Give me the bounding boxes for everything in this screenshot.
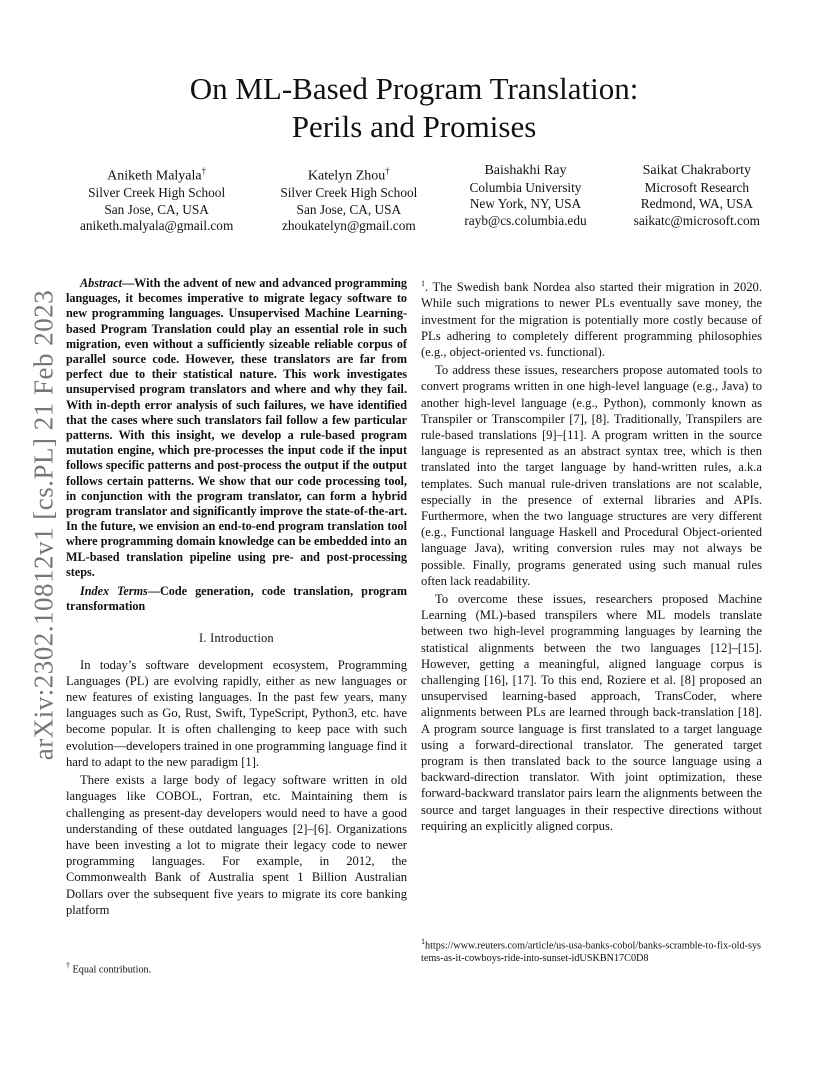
- body-paragraph: To overcome these issues, researchers proposed Machine Learning (ML)-based transpilers where ML models translate between two high-level programming languages by learning the statistical alignments between the two languages [12]–[15]. However, getting a meaningful, aligned language corpus is challenging [16], [17]. To this end, Roziere et al. [8] proposed an unsupervised learning-based approach, TransCoder, where alignments between PLs are learned through back-translation [18]. A program source language is first translated to a target language using a forward-directional translator. The generated target program is then translated back to the source language using a backward-direction translator. With joint optimization, these forward-backward translator pairs learn the alignments between the source and target languages in their respective directions without requiring an explicitly aligned corpus.: [421, 592, 762, 833]
- title-line-2: Perils and Promises: [291, 109, 537, 144]
- author-block: [280, 163, 417, 235]
- footnote-link[interactable]: https://www.reuters.com/article/us-usa-banks-cobol/banks-scramble-to-fix-old-systems-as-it-cowboys-ride-into-sunset-idUSKBN17C0D8: [421, 940, 762, 964]
- author-affiliation: Microsoft Research: [644, 179, 750, 195]
- author-location: San Jose, CA, USA: [296, 201, 402, 217]
- equal-contribution-mark: †: [201, 166, 207, 176]
- arxiv-identifier: [24, 290, 64, 760]
- footnote-mark: †: [66, 961, 70, 970]
- index-terms-label: Index Terms: [80, 584, 148, 599]
- title-line-1: On ML-Based Program Translation:: [189, 71, 639, 106]
- footnote-equal-contribution: [66, 960, 396, 977]
- author-location: New York, NY, USA: [469, 196, 582, 211]
- left-column: [66, 276, 407, 920]
- continuation-text: . The Swedish bank Nordea also started their migration in 2020. While such migrations to newer PLs eventually save money, the investment for the migration is potentially more costly because of PLs adhering to completely different programming philosophies (e.g., object-oriented vs. functional).: [421, 280, 762, 359]
- author-email: saikatc@microsoft.com: [633, 212, 760, 228]
- author-block: [80, 163, 233, 235]
- author-affiliation: Columbia University: [469, 179, 582, 195]
- abstract-label: Abstract: [80, 276, 122, 290]
- body-paragraph: In today’s software development ecosystem, Programming Languages (PL) are evolving rapidly, either as new languages or new features of existing languages. In the past few years, many languages such as Go, Rust, Swift, TypeScript, Python3, etc. have become popular. It is often challenging to keep pace with such evolution—developers trained in one programming language find it hard to adapt to the new paradigm [1].: [66, 657, 407, 769]
- footnote-url: [421, 936, 762, 965]
- equal-contribution-mark: †: [385, 166, 390, 176]
- body-paragraph-continuation: [421, 276, 762, 360]
- author-name: Saikat Chakraborty: [642, 163, 752, 178]
- abstract-text: —With the advent of new and advanced programming languages, it becomes imperative to migrate legacy software to new programming languages. Unsupervised Machine Learning-based Program Translation could play an essential role in such migration, even without a sufficiently sizeable reliable corpus of parallel source code. However, these translators are far from perfect due to their statistical nature. This work investigates unsupervised program translators and where and why they fail. With in-depth error analysis of such failures, we have identified that the cases where such translators fail follow a few particular patterns. With this insight, we develop a rule-based program mutation engine, which pre-processes the input code if the input follows specific patterns and post-process the output if the output follows certain patterns. We show that our code processing tool, in conjunction with the program translator, can form a hybrid program translator and significantly improve the state-of-the-art. In the future, we envision an end-to-end program translation tool where programming domain knowledge can be embedded into an ML-based translation pipeline using pre- and post-processing steps.: [66, 276, 407, 579]
- author-name: Katelyn Zhou: [307, 168, 386, 184]
- author-name: Aniketh Malyala: [107, 168, 202, 184]
- body-paragraph: To address these issues, researchers propose automated tools to convert programs written in one high-level language (e.g., Java) to another high-level language (e.g., Python), commonly known as Transpiler or Transcompiler [7], [8]. Traditionally, Transpilers are rule-based translations [9]–[11]. A program written in the source language is represented as an abstract syntax tree, which is then translated into the target language by hand-written rules, a.k.a templates. Such manual rule-driven translations are not scalable, especially in the presence of external libraries and APIs. Furthermore, when the two language structures are very different (e.g., Functional language Haskell and Procedural Object-oriented language Java), writing conversion rules may not always be possible. Finally, programs generated using such manual rules often lack readability.: [421, 363, 762, 588]
- right-column: [421, 276, 762, 836]
- footnote-text: Equal contribution.: [70, 964, 152, 976]
- body-paragraph: There exists a large body of legacy software written in old languages like COBOL, Fortran, etc. Maintaining them is challenging as present-day developers would need to have a good understanding of these outdated languages [2]–[6]. Organizations have been investing a lot to migrate their legacy code to newer programming languages. For example, in 2012, the Commonwealth Bank of Australia spent 1 Billion Australian Dollars over the subsequent five years to migrate its core banking platform: [66, 773, 407, 917]
- footnote-marker: 1: [421, 279, 425, 288]
- paper-title: [100, 70, 728, 146]
- footnote-mark: 1: [421, 937, 425, 946]
- author-list: [80, 163, 760, 235]
- author-affiliation: Silver Creek High School: [280, 185, 418, 201]
- author-block: [464, 163, 586, 235]
- author-location: Redmond, WA, USA: [640, 196, 753, 211]
- author-location: San Jose, CA, USA: [104, 201, 209, 217]
- author-email: aniketh.malyala@gmail.com: [80, 218, 234, 234]
- section-heading: I. Introduction: [199, 631, 274, 646]
- author-email: rayb@cs.columbia.edu: [464, 212, 587, 228]
- author-affiliation: Silver Creek High School: [88, 185, 226, 201]
- author-name: Baishakhi Ray: [484, 163, 567, 178]
- index-terms-text: —Code generation, code translation, program transformation: [66, 584, 407, 614]
- author-block: [634, 163, 760, 235]
- arxiv-identifier-text: arXiv:2302.10812v1 [cs.PL] 21 Feb 2023: [28, 289, 59, 761]
- author-email: zhoukatelyn@gmail.com: [281, 218, 416, 234]
- abstract: [66, 276, 407, 580]
- index-terms: [66, 584, 407, 614]
